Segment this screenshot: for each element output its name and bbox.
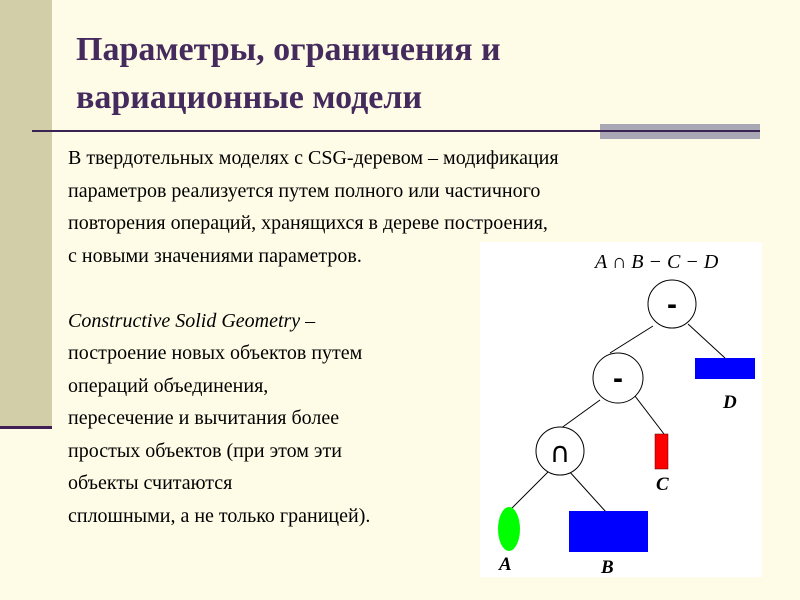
title-rule-accent xyxy=(600,124,760,139)
paragraph1-line: с новыми значениями параметров. xyxy=(68,244,362,267)
label-d: D xyxy=(723,392,737,413)
edge-root-d xyxy=(688,324,725,358)
side-accent-line xyxy=(0,426,52,429)
title-line-2: вариационные модели xyxy=(76,79,423,116)
primitive-a xyxy=(498,507,520,551)
csg-tree-svg xyxy=(480,242,762,577)
csg-tree-diagram xyxy=(480,242,762,577)
primitive-d xyxy=(695,358,755,379)
paragraph1-line: повторения операций, хранящихся в дереве построения, xyxy=(68,212,548,234)
paragraph2-line: построение новых объектов путем xyxy=(68,342,363,364)
intersect-op-symbol: ∩ xyxy=(549,436,571,469)
edge-root-mid xyxy=(610,326,653,353)
paragraph2-line: сплошными, а не только границей). xyxy=(68,504,371,527)
edge-mid-c xyxy=(635,396,664,434)
slide-title xyxy=(76,26,501,122)
edge-intersect-a xyxy=(510,472,548,510)
label-a: A xyxy=(499,554,512,575)
diagram-formula: A ∩ B − C − D xyxy=(595,251,719,273)
paragraph1-line: В твердотельных моделях с CSG-деревом – модификация xyxy=(68,147,559,169)
primitive-c xyxy=(655,434,668,469)
paragraph2-line: объекты считаются xyxy=(68,472,233,494)
mid-op-symbol: - xyxy=(613,362,623,395)
paragraph2-line: простых объектов (при этом эти xyxy=(68,439,342,462)
side-accent-bar xyxy=(0,0,52,428)
root-op-symbol: - xyxy=(667,288,677,321)
title-line-1: Параметры, ограничения и xyxy=(76,31,501,68)
paragraph1-line: параметров реализуется путем полного или частичного xyxy=(68,179,541,202)
paragraph2-line: пересечение и вычитания более xyxy=(68,407,340,429)
primitive-b xyxy=(569,511,648,552)
paragraph2-line: операций объединения, xyxy=(68,374,269,397)
edge-intersect-b xyxy=(568,470,606,512)
label-b: B xyxy=(601,557,614,577)
label-c: C xyxy=(656,474,669,495)
csg-term: Constructive Solid Geometry – xyxy=(68,309,316,332)
